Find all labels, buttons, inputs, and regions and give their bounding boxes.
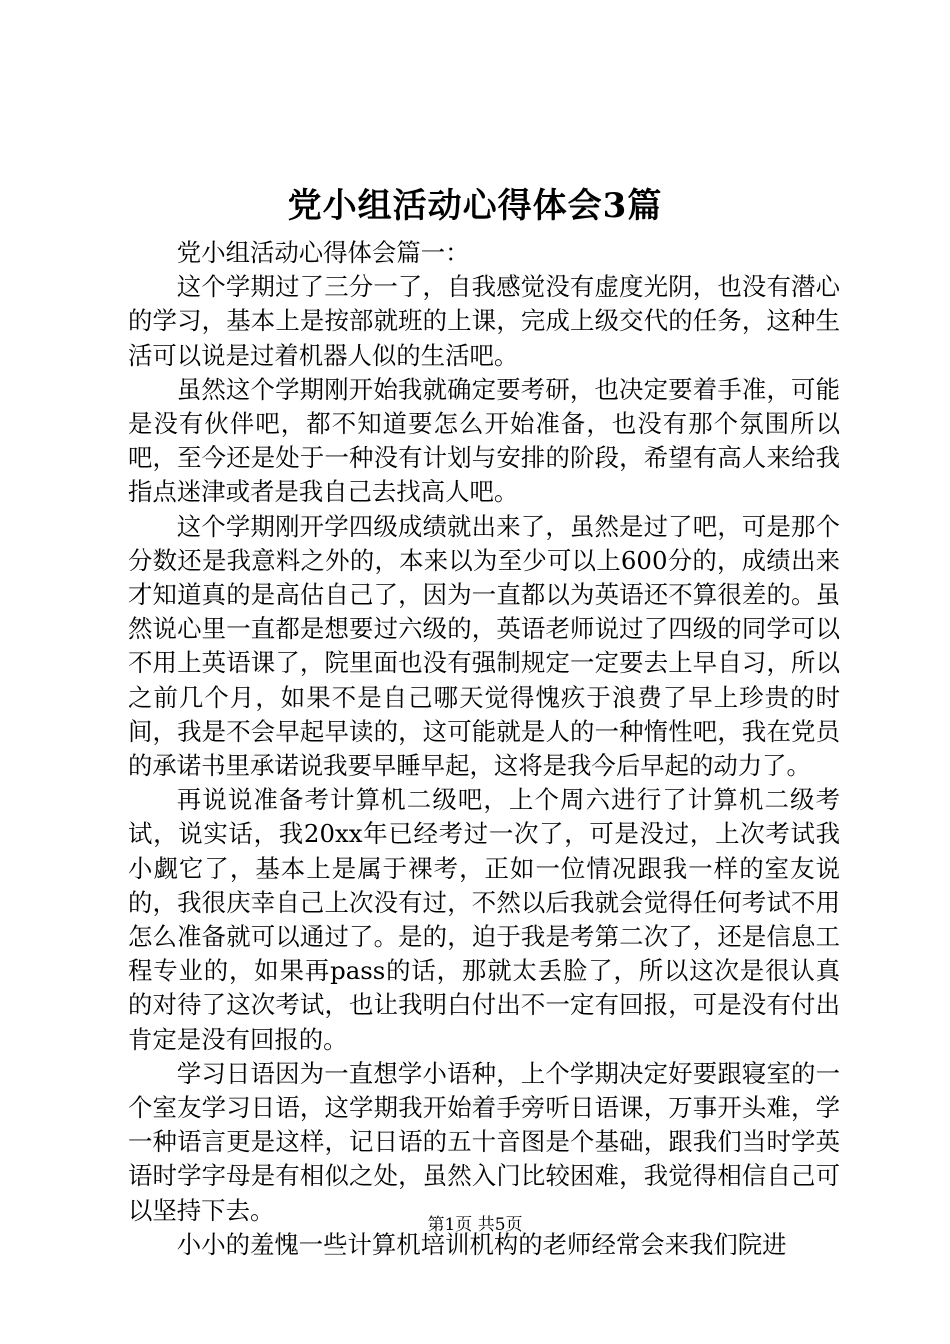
paragraph: 再说说准备考计算机二级吧，上个周六进行了计算机二级考试，说实话，我20xx年已经考过一次了，可是没过，上次考试我小觑它了，基本上是属于裸考，正如一位情况跟我一样的室友说的，我很庆幸自己上次没有过，不然以后我就会觉得任何考试不用怎么准备就可以通过了。是的，迫于我是考第二次了，还是信息工程专业的，如果再pass的话，那就太丢脸了，所以这次是很认真的对待了这次考试，也让我明白付出不一定有回报，可是没有付出肯定是没有回报的。 [128, 785, 840, 1054]
paragraph: 学习日语因为一直想学小语种，上个学期决定好要跟寝室的一个室友学习日语，这学期我开始着手旁听日语课，万事开头难，学一种语言更是这样，记日语的五十音图是个基础，跟我们当时学英语时学字母是有相似之处，虽然入门比较困难，我觉得相信自己可以坚持下去。 [128, 1058, 840, 1225]
paragraph: 虽然这个学期刚开始我就确定要考研，也决定要着手准，可能是没有伙伴吧，都不知道要怎么开始准备，也没有那个氛围所以吧，至今还是处于一种没有计划与安排的阶段，希望有高人来给我指点迷津或者是我自己去找高人吧。 [128, 374, 840, 507]
paragraph-subheading: 党小组活动心得体会篇一： [176, 238, 470, 267]
page-footer: 第1页 共5页 [427, 1215, 523, 1235]
paragraph: 小小的羞愧一些计算机培训机构的老师经常会来我们院进 [176, 1229, 787, 1259]
document-body [128, 236, 840, 1262]
paragraph: 这个学期刚开学四级成绩就出来了，虽然是过了吧，可是那个分数还是我意料之外的，本来以为至少可以上600分的，成绩出来才知道真的是高估自己了，因为一直都以为英语还不算很差的。虽然说心里一直都是想要过六级的，英语老师说过了四级的同学可以不用上英语课了，院里面也没有强制规定一定要去上早自习，所以之前几个月，如果不是自己哪天觉得愧疚于浪费了早上珍贵的时间，我是不会早起早读的，这可能就是人的一种惰性吧，我在党员的承诺书里承诺说我要早睡早起，这将是我今后早起的动力了。 [128, 511, 840, 781]
paragraph: 这个学期过了三分一了，自我感觉没有虚度光阴，也没有潜心的学习，基本上是按部就班的上课，完成上级交代的任务，这种生活可以说是过着机器人似的生活吧。 [128, 272, 840, 370]
page-title: 党小组活动心得体会3篇 [287, 186, 663, 226]
